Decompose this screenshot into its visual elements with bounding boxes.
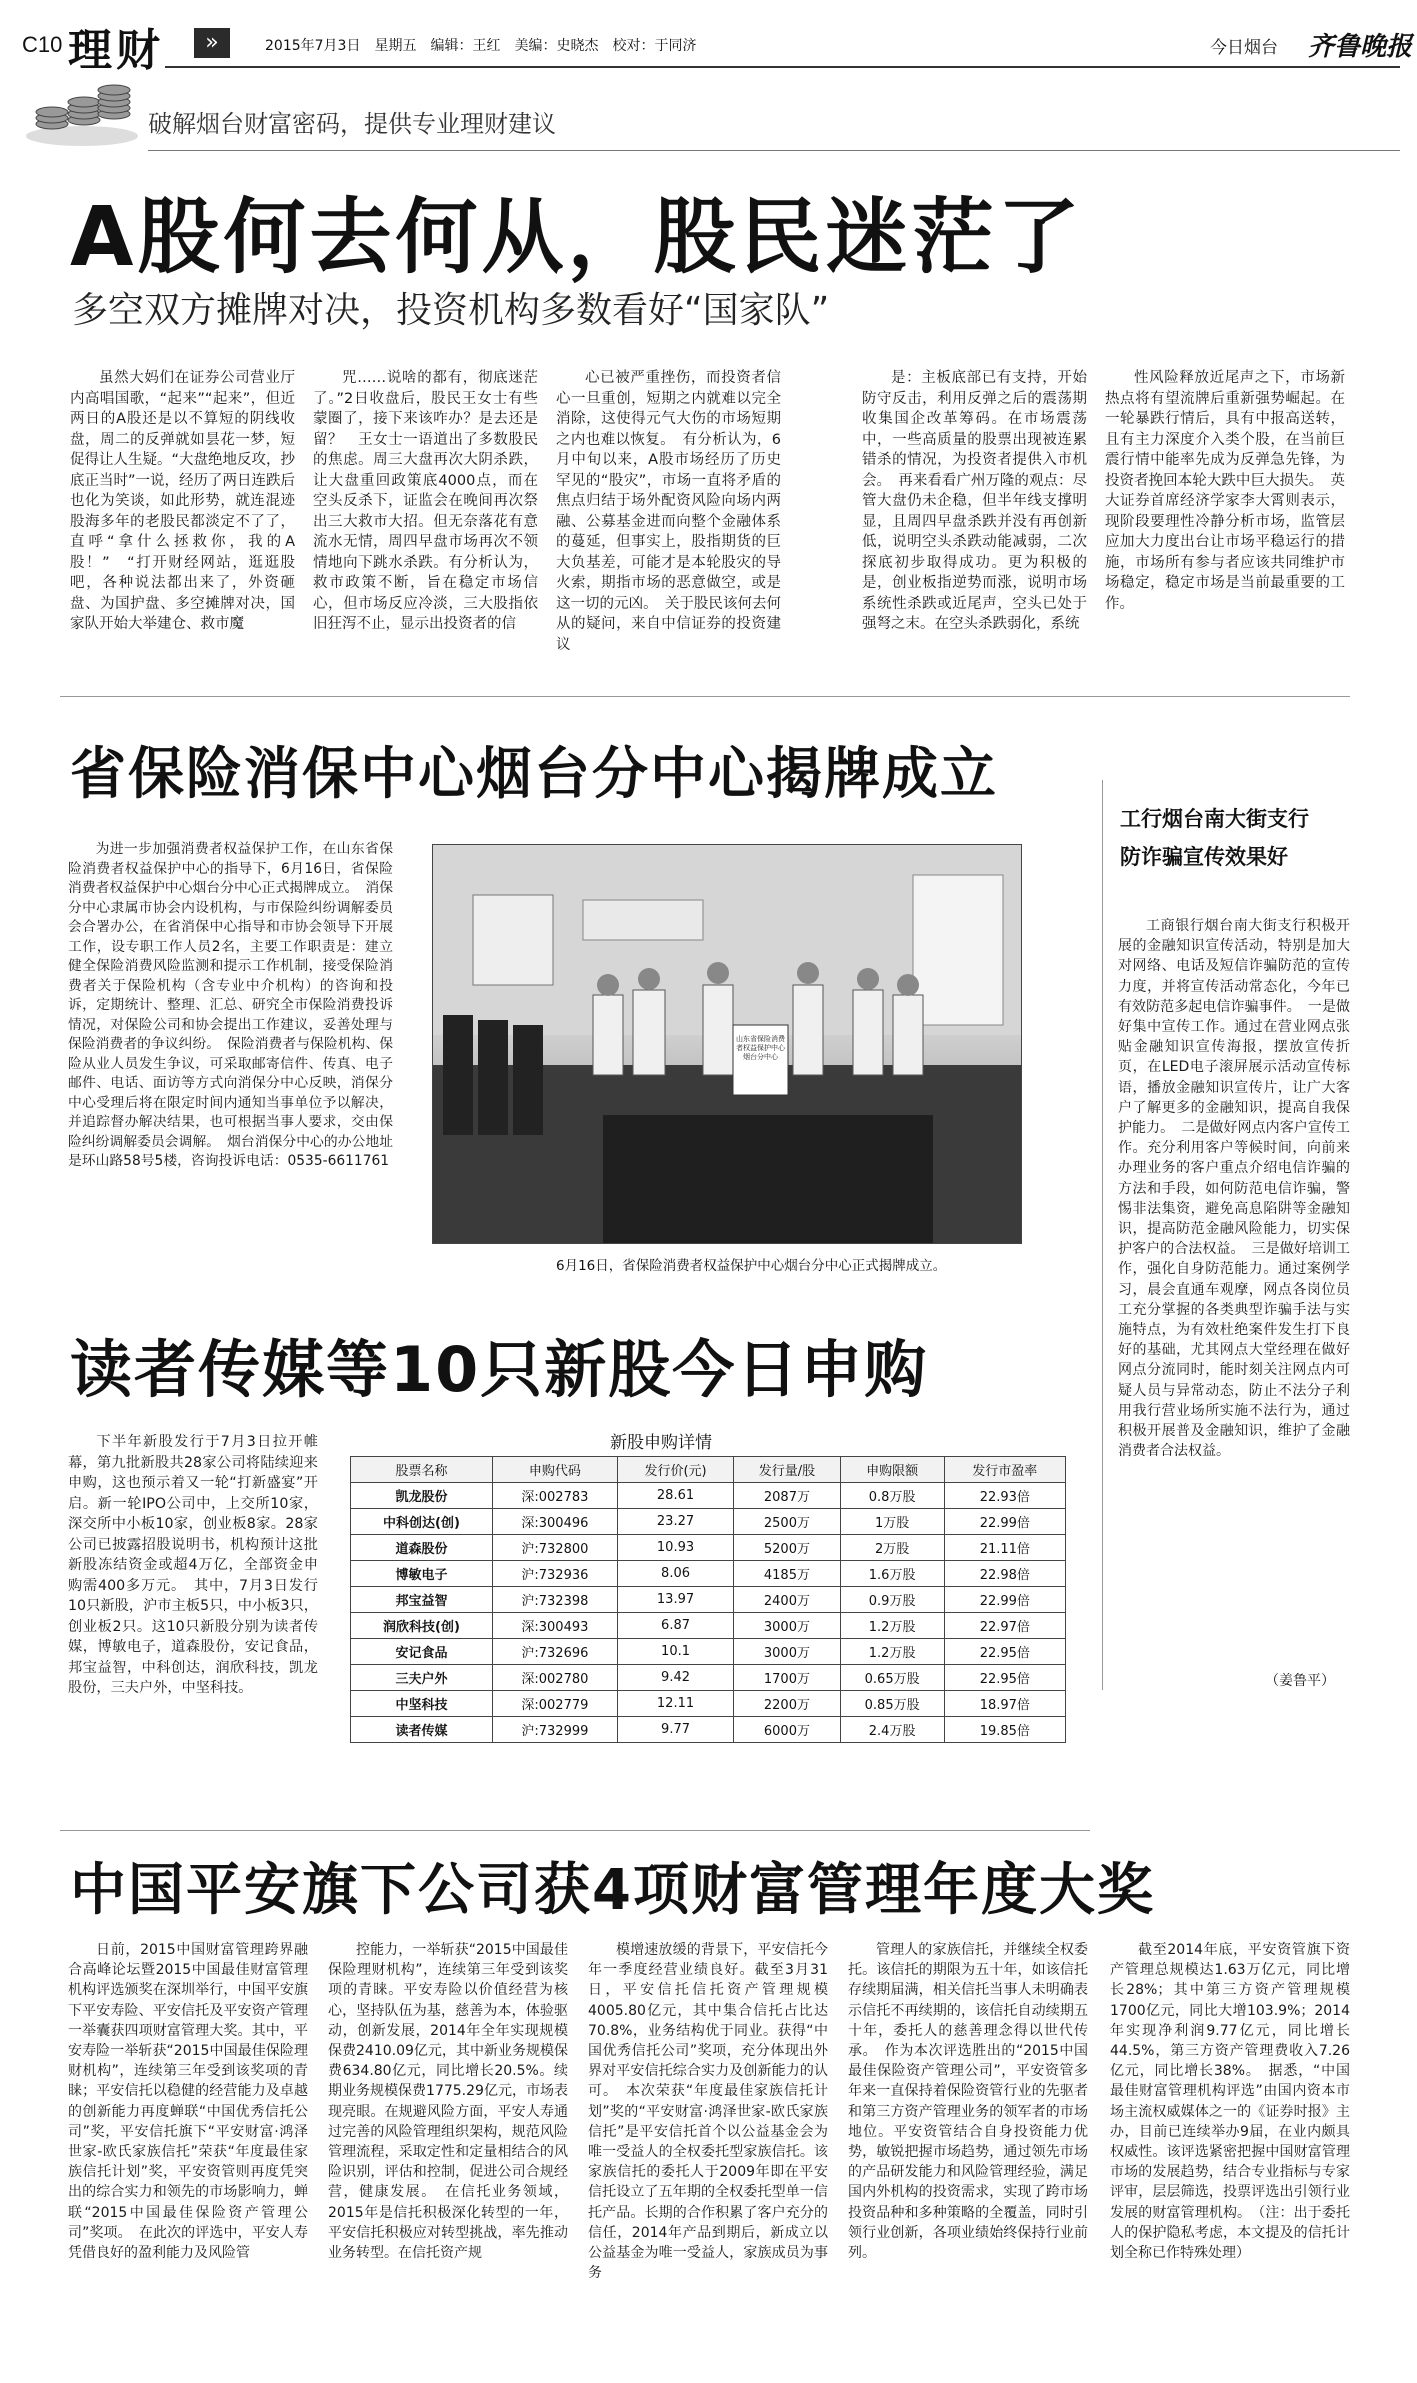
- table-cell: 2400万: [734, 1587, 840, 1613]
- table-cell: 10.93: [617, 1535, 733, 1561]
- event-photo: [432, 844, 1022, 1244]
- table-cell: 深:002783: [492, 1483, 617, 1509]
- table-row: [351, 1509, 1066, 1535]
- table-cell: 8.06: [617, 1561, 733, 1587]
- ipo-table-header-cell: 发行量/股: [734, 1457, 840, 1483]
- section-arrow-icon: »: [194, 28, 230, 58]
- section-divider: [60, 696, 1350, 697]
- table-cell: 4185万: [734, 1561, 840, 1587]
- table-cell: 2200万: [734, 1691, 840, 1717]
- table-cell: 28.61: [617, 1483, 733, 1509]
- header-rule: [165, 66, 1400, 68]
- table-cell: 22.93倍: [944, 1483, 1065, 1509]
- table-cell: 三夫户外: [351, 1665, 493, 1691]
- section-divider-2: [60, 1830, 1090, 1831]
- table-row: [351, 1691, 1066, 1717]
- article1-col-4: 是：主板底部已有支持，开始防守反击，利用反弹之后的震荡期收集国企改革筹码。在市场震荡中，一些高质量的股票出现被连累错杀的情况，为投资者提供入市机会。 再来看看广州万隆的观点：尽管大盘仍未企稳，但半年线支撑明显，且周四早盘杀跌并没有再创新低，说明空头杀跌动能减弱，二次探底初步取得成功。更为积极的是，创业板指逆势而涨，说明市场系统性杀跌或近尾声，空头已处于强弩之末。在空头杀跌弱化，系统: [862, 370, 1087, 632]
- table-cell: 读者传媒: [351, 1717, 493, 1743]
- sidebar-title: 工行烟台南大街支行 防诈骗宣传效果好: [1120, 807, 1309, 869]
- table-cell: 3000万: [734, 1639, 840, 1665]
- table-cell: 道森股份: [351, 1535, 493, 1561]
- table-row: [351, 1717, 1066, 1743]
- table-cell: 1.2万股: [840, 1613, 944, 1639]
- ipo-table-header-row: [351, 1457, 1066, 1483]
- article1-col-2: 咒……说啥的都有，彻底迷茫了。”2日收盘后，股民王女士有些蒙圈了，接下来该咋办？是去还是留？ 王女士一语道出了多数股民的焦虑。周三大盘再次大阴杀跌，让大盘重回政策底4000点，而在空头反杀下，证监会在晚间再次祭出三大救市大招。但无奈落花有意流水无情，周四早盘市场再次不领情地向下跳水杀跌。有分析认为，救市政策不断，旨在稳定市场信心，但市场反应冷淡，三大股指依旧狂泻不止，显示出投资者的信: [313, 370, 538, 632]
- table-cell: 22.99倍: [944, 1509, 1065, 1535]
- table-row: [351, 1639, 1066, 1665]
- table-cell: 18.97倍: [944, 1691, 1065, 1717]
- headline-a-shares: A股何去何从，股民迷茫了: [70, 190, 1084, 285]
- ipo-table-title: 新股申购详情: [610, 1433, 712, 1453]
- table-cell: 0.9万股: [840, 1587, 944, 1613]
- date-line: 2015年7月3日 星期五 编辑：王红 美编：史晓杰 校对：于同济: [265, 38, 697, 54]
- sidebar-byline: （姜鲁平）: [1265, 1673, 1335, 1689]
- table-cell: 6.87: [617, 1613, 733, 1639]
- table-row: [351, 1561, 1066, 1587]
- ipo-table-header-cell: 发行市盈率: [944, 1457, 1065, 1483]
- table-cell: 邦宝益智: [351, 1587, 493, 1613]
- photo-caption: 6月16日，省保险消费者权益保护中心烟台分中心正式揭牌成立。: [556, 1258, 947, 1274]
- table-cell: 9.42: [617, 1665, 733, 1691]
- table-cell: 中坚科技: [351, 1691, 493, 1717]
- table-cell: 22.98倍: [944, 1561, 1065, 1587]
- headline-new-shares: 读者传媒等10只新股今日申购: [70, 1333, 929, 1406]
- headline-insurance-center: 省保险消保中心烟台分中心揭牌成立: [70, 742, 998, 807]
- article4-col-3: 模增速放缓的背景下，平安信托今年一季度经营业绩良好。截至3月31日，平安信托信托资产管理规模4005.80亿元，其中集合信托占比达70.8%，业务结构优于同业。获得“中国优秀信托公司”奖项，充分体现出外界对平安信托综合实力及创新能力的认可。 本次荣获“年度最佳家族信托计划”奖的“平安财富·鸿泽世家-欧氏家族信托”是平安信托首个以公益基金会为唯一受益人的全权委托型家族信托。该家族信托的委托人于2009年即在平安信托设立了五年期的全权委托型单一信托产品。长期的合作积累了客户充分的信任，2014年产品到期后，新成立以公益基金为唯一受益人，家族成员为事务: [588, 1942, 828, 2282]
- masthead: [0, 0, 1417, 160]
- article4-col-4: 管理人的家族信托，并继续全权委托。该信托的期限为五十年，如该信托存续期届满，相关信托当事人未明确表示信托不再续期的，该信托自动续期五十年，委托人的慈善理念得以世代传承。 作为本次评选胜出的“2015中国最佳保险资产管理公司”，平安资管多年来一直保持着保险资管行业的先驱者和第三方资产管理业务的领军者的市场地位。平安资管结合自身投资能力优势，敏锐把握市场趋势，通过领先市场的产品研发能力和风险管理经验，满足国内外机构的投资需求，实现了跨市场投资品种和多种策略的全覆盖，同时引领行业创新，各项业绩始终保持行业前列。: [848, 1942, 1088, 2262]
- table-cell: 中科创达(创): [351, 1509, 493, 1535]
- table-cell: 深:300496: [492, 1509, 617, 1535]
- table-cell: 1.6万股: [840, 1561, 944, 1587]
- table-cell: 0.65万股: [840, 1665, 944, 1691]
- photo-plaque-text: 山东省保险消费者权益保护中心 烟台分中心: [736, 1035, 785, 1061]
- table-cell: 3000万: [734, 1613, 840, 1639]
- table-cell: 深:002780: [492, 1665, 617, 1691]
- article1-col-3: 心已被严重挫伤，而投资者信心一旦重创，短期之内就难以完全消除，这使得元气大伤的市场短期之内也难以恢复。 有分析认为，6月中旬以来，A股市场经历了历史罕见的“股灾”，市场一直将矛盾的焦点归结于场外配资风险向场内两融、公募基金进而向整个金融体系的蔓延，但事实上，股指期货的巨大负基差，可能才是本轮股灾的导火索，期指市场的恶意做空，或是这一切的元凶。 关于股民该何去何从的疑问，来自中信证券的投资建议: [556, 370, 781, 653]
- table-cell: 13.97: [617, 1587, 733, 1613]
- table-cell: 沪:732936: [492, 1561, 617, 1587]
- edition-label: 今日烟台: [1210, 38, 1278, 58]
- table-cell: 深:300493: [492, 1613, 617, 1639]
- article4-col-2: 控能力，一举斩获“2015中国最佳保险理财机构”，连续第三年受到该奖项的青睐。平安寿险以价值经营为核心，坚持队伍为基，慈善为本，体验驱动，创新发展，2014年全年实现规模保费2410.09亿元，其中新业务规模保费634.80亿元，同比增长20.5%。续期业务规模保费1775.29亿元，市场表现亮眼。在规避风险方面，平安人寿通过完善的风险管理组织架构，规范风险管理流程，采取定性和定量相结合的风险识别，评估和控制，促进公司合规经营，健康发展。 在信托业务领域，2015年是信托积极深化转型的一年，平安信托积极应对转型挑战，率先推动业务转型。在信托资产规: [328, 1942, 568, 2262]
- photo-scene: [433, 845, 1022, 1244]
- table-cell: 深:002779: [492, 1691, 617, 1717]
- table-cell: 5200万: [734, 1535, 840, 1561]
- table-cell: 沪:732800: [492, 1535, 617, 1561]
- table-cell: 2500万: [734, 1509, 840, 1535]
- table-cell: 9.77: [617, 1717, 733, 1743]
- table-cell: 沪:732398: [492, 1587, 617, 1613]
- table-cell: 博敏电子: [351, 1561, 493, 1587]
- ipo-table-header-cell: 申购限额: [840, 1457, 944, 1483]
- table-cell: 沪:732999: [492, 1717, 617, 1743]
- ipo-table-header-cell: 股票名称: [351, 1457, 493, 1483]
- headline-ping-an: 中国平安旗下公司获4项财富管理年度大奖: [70, 1858, 1155, 1923]
- table-cell: 19.85倍: [944, 1717, 1065, 1743]
- header-slogan: 破解烟台财富密码，提供专业理财建议: [148, 110, 556, 138]
- ipo-table: [350, 1456, 1066, 1743]
- table-cell: 0.85万股: [840, 1691, 944, 1717]
- sidebar-body: 工商银行烟台南大街支行积极开展的金融知识宣传活动，特别是加大对网络、电话及短信诈骗防范的宣传力度，并将宣传活动常态化，今年已有效防范多起电信诈骗事件。 一是做好集中宣传工作。通过在营业网点张贴金融知识宣传海报，摆放宣传折页，在LED电子滚屏展示活动宣传标语，播放金融知识宣传片，让广大客户了解更多的金融知识，提高自我保护能力。 二是做好网点内客户宣传工作。充分利用客户等候时间，向前来办理业务的客户重点介绍电信诈骗的方法和手段，如何防范电信诈骗，警惕非法集资，避免高息陷阱等金融知识，提高防范金融风险能力，切实保护客户的合法权益。 三是做好培训工作，强化自身防范能力。通过案例学习，晨会直通车观摩，网点各岗位员工充分掌握的各类典型诈骗手法与实施特点，为有效杜绝案件发生打下良好的基础，尤其网点大堂经理在做好网点分流同时，能时刻关注网点内可疑人员与异常动态，防止不法分子利用我行营业场所实施不法行为，通过积极开展普及金融知识，维护了金融消费者合法权益。: [1118, 918, 1350, 1460]
- subhead-a-shares: 多空双方摊牌对决，投资机构多数看好“国家队”: [72, 290, 830, 331]
- table-cell: 12.11: [617, 1691, 733, 1717]
- table-cell: 10.1: [617, 1639, 733, 1665]
- article1-col-5: 性风险释放近尾声之下，市场新热点将有望流牌后重新强势崛起。在一轮暴跌行情后，具有中报高送转，且有主力深度介入类个股，在当前巨震行情中能率先成为反弹急先锋，为投资者挽回本轮大跌中巨大损失。 英大证券首席经济学家李大霄则表示，现阶段要理性冷静分析市场，监管层应加大力度出台让市场平稳运行的措施，市场所有参与者应该共同维护市场稳定，稳定市场是当前最重要的工作。: [1105, 370, 1345, 612]
- table-cell: 2万股: [840, 1535, 944, 1561]
- newspaper-logo: 齐鲁晚报: [1308, 32, 1413, 62]
- article2-body: 为进一步加强消费者权益保护工作，在山东省保险消费者权益保护中心的指导下，6月16日，省保险消费者权益保护中心烟台分中心正式揭牌成立。 消保分中心隶属市协会内设机构，与市保险纠纷调解委员会合署办公，在省消保中心指导和市协会领导下开展工作，设专职工作人员2名，主要工作职责是：建立健全保险消费风险监测和提示工作机制，接受保险消费者关于保险机构（含专业中介机构）的咨询和投诉，定期统计、整理、汇总、研究全市保险消费投诉情况，对保险公司和协会提出工作建议，妥善处理与保险消费者的争议纠纷。 保险消费者与保险机构、保险从业人员发生争议，可采取邮寄信件、传真、电子邮件、电话、面访等方式向消保分中心反映，消保分中心受理后将在限定时间内通知当事单位予以解决，并追踪督办解决结果，也可根据当事人要求，交由保险纠纷调解委员会调解。 烟台消保分中心的办公地址是环山路58号5楼，咨询投诉电话：0535-6611761: [68, 841, 393, 1169]
- table-row: [351, 1613, 1066, 1639]
- table-row: [351, 1535, 1066, 1561]
- section-title: 理财: [68, 25, 164, 76]
- ipo-table-header-cell: 发行价(元): [617, 1457, 733, 1483]
- table-cell: 润欣科技(创): [351, 1613, 493, 1639]
- table-cell: 2087万: [734, 1483, 840, 1509]
- table-cell: 1700万: [734, 1665, 840, 1691]
- table-row: [351, 1665, 1066, 1691]
- table-row: [351, 1483, 1066, 1509]
- article4-col-5: 截至2014年底，平安资管旗下资产管理总规模达1.63万亿元，同比增长28%；其中第三方资产管理规模1700亿元，同比大增103.9%；2014年实现净利润9.77亿元，同比增长44.5%，第三方资产管理费收入7.26亿元，同比增长38%。 据悉，“中国最佳财富管理机构评选”由国内资本市场主流权威媒体之一的《证券时报》主办，目前已连续举办9届，在业内颇具权威性。该评选紧密把握中国财富管理市场的发展趋势，结合专业指标与专家评审，层层筛选，投票评选出引领行业发展的财富管理机构。 （注：出于委托人的保护隐私考虑，本文提及的信托计划全称已作特殊处理）: [1110, 1942, 1350, 2262]
- ipo-table-wrap: [350, 1456, 1066, 1743]
- header-bottom-rule: [148, 150, 1400, 151]
- article4-col-1: 日前，2015中国财富管理跨界融合高峰论坛暨2015中国最佳财富管理机构评选颁奖在深圳举行，中国平安旗下平安寿险、平安信托及平安资产管理一举囊获四项财富管理大奖。其中，平安寿险一举斩获“2015中国最佳保险理财机构”，连续第三年受到该奖项的青睐；平安信托以稳健的经营能力及卓越的创新能力再度蝉联“中国优秀信托公司”奖，平安信托旗下“平安财富·鸿泽世家-欧氏家族信托”荣获“年度最佳家族信托计划”奖，平安资管则再度凭突出的综合实力和领先的市场影响力，蝉联“2015中国最佳保险资产管理公司”奖项。 在此次的评选中，平安人寿凭借良好的盈利能力及风险管: [68, 1942, 308, 2262]
- table-cell: 22.95倍: [944, 1665, 1065, 1691]
- sidebar-rule: [1102, 780, 1103, 1690]
- table-cell: 安记食品: [351, 1639, 493, 1665]
- article1-col-1: 虽然大妈们在证券公司营业厅内高唱国歌，“起来”“起来”，但近两日的A股还是以不算短的阴线收盘，周二的反弹就如昙花一梦，短促得让人生疑。“大盘绝地反攻，抄底正当时”一说，经历了两日连跌后也化为笑谈，如此形势，就连混迹股海多年的老股民都淡定不了了，直呼“拿什么拯救你，我的A股！” “打开财经网站，逛逛股吧，各种说法都出来了，外资砸盘、为国护盘、多空摊牌对决，国家队开始大举建仓、救市魔: [70, 370, 295, 632]
- table-cell: 凯龙股份: [351, 1483, 493, 1509]
- table-cell: 1.2万股: [840, 1639, 944, 1665]
- table-cell: 1万股: [840, 1509, 944, 1535]
- ipo-table-header-cell: 申购代码: [492, 1457, 617, 1483]
- table-cell: 21.11倍: [944, 1535, 1065, 1561]
- table-cell: 23.27: [617, 1509, 733, 1535]
- table-cell: 22.95倍: [944, 1639, 1065, 1665]
- page-number: C10: [22, 32, 63, 57]
- coin-stack-icon: [22, 74, 142, 150]
- table-cell: 6000万: [734, 1717, 840, 1743]
- table-cell: 2.4万股: [840, 1717, 944, 1743]
- table-cell: 22.99倍: [944, 1587, 1065, 1613]
- table-cell: 22.97倍: [944, 1613, 1065, 1639]
- table-cell: 沪:732696: [492, 1639, 617, 1665]
- table-row: [351, 1587, 1066, 1613]
- article3-body: 下半年新股发行于7月3日拉开帷幕，第九批新股共28家公司将陆续迎来申购，这也预示着又一轮“打新盛宴”开启。新一轮IPO公司中，上交所10家，深交所中小板10家，创业板8家。28家公司已披露招股说明书，机构预计这批新股冻结资金或超4万亿，全部资金申购需400多万元。 其中，7月3日发行10只新股，沪市主板5只，中小板3只，创业板2只。这10只新股分别为读者传媒，博敏电子，道森股份，安记食品，邦宝益智，中科创达，润欣科技，凯龙股份，三夫户外，中坚科技。: [68, 1434, 318, 1696]
- table-cell: 0.8万股: [840, 1483, 944, 1509]
